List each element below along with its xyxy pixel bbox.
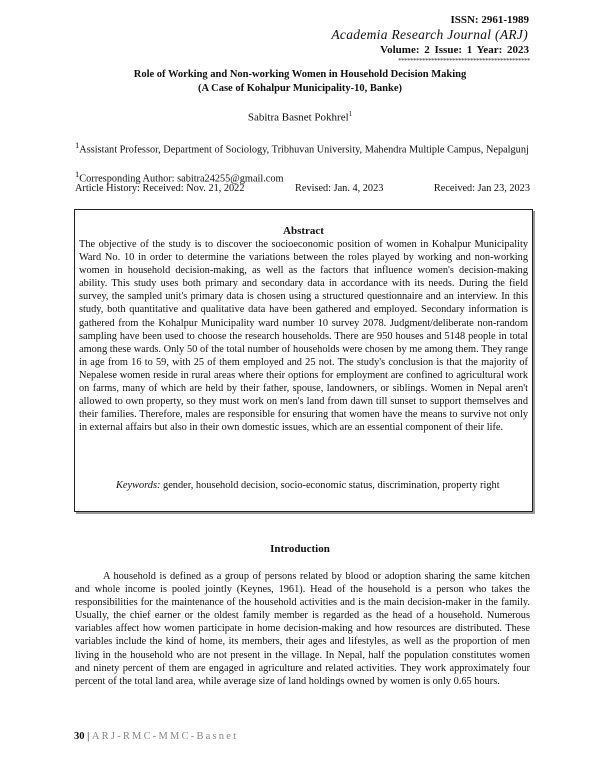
affiliation-1 <box>75 139 535 156</box>
footer-source: ARJ-RMC-MMC-Basnet <box>91 731 239 742</box>
page-footer <box>74 731 238 742</box>
paper-title-line2: (A Case of Kohalpur Municipality-10, Banke) <box>198 83 402 94</box>
footer-separator: | <box>84 731 92 742</box>
history-received: Article History: Received: Nov. 21, 2022 <box>75 183 245 194</box>
issn-label: ISSN: 2961-1989 <box>450 14 529 26</box>
history-accepted: Received: Jan 23, 2023 <box>433 183 530 194</box>
corresponding-author-text: Corresponding Author: sabitra24255@gmail.com <box>79 173 284 185</box>
author-sup: 1 <box>348 110 353 118</box>
article-history <box>75 183 530 194</box>
volume-issue-year: Volume: 2 Issue: 1 Year: 2023 <box>380 44 529 56</box>
keywords-text: gender, household decision, socio-economic status, discrimination, property right <box>160 480 500 491</box>
author-name <box>0 110 600 124</box>
page-number: 30 <box>74 731 85 742</box>
introduction-heading: Introduction <box>270 543 330 555</box>
journal-name: Academia Research Journal (ARJ) <box>331 27 528 42</box>
affiliation-1-text: Assistant Professor, Department of Sociology, Tribhuvan University, Mahendra Multiple Campus, Nepalgunj <box>79 144 529 156</box>
keywords-label: Keywords: <box>116 480 161 491</box>
author-name-text: Sabitra Basnet Pokhrel <box>247 111 349 124</box>
corresponding-author-sup: 1 <box>75 169 80 179</box>
abstract-heading: Abstract <box>283 225 324 237</box>
paper-title-line1: Role of Working and Non-working Women in Household Decision Making <box>133 69 467 80</box>
history-revised: Revised: Jan. 4, 2023 <box>295 183 384 194</box>
introduction-text: A household is defined as a group of persons related by blood or adoption sharing the same kitchen and whole income is pooled jointly (Keynes, 1961). Head of the household is a person who takes the responsibilities for the maintenance of the household activities and is the main decision-maker in the family. Usually, the chief earner or the oldest family member is regarded as the head of a household. Numerous variables affect how women participate in home decision-making and how resources are distributed. These variables include the kind of home, its members, their ages and lifestyles, as well as the proportion of men living in the household who are not present in the village. In Nepal, half the population constitutes women and ninety percent of them are engaged in agriculture and related activities. They work approximately four percent of the total land area, while average size of land holdings owned by women is only 0.65 hours. <box>75 571 530 687</box>
abstract-text: The objective of the study is to discover the socioeconomic position of women in Kohalpur Municipality Ward No. 10 in order to determine the variations between the roles played by working and non-working women in household decision-making, as well as the factors that influence women's decision-making ability. This study uses both primary and secondary data in accordance with its needs. During the field survey, the sampled unit's primary data is chosen using a structured questionnaire and an interview. In this study, both quantitative and qualitative data have been gathered and employed. Secondary information is gathered from the Kohalpur Municipality ward number 10 survey 2078. Judgment/deliberate non-random sampling have been used to choose the research households. There are 950 houses and 5148 people in total among these wards. Only 50 of the total number of households were chosen by me among them. They range in age from 16 to 59, with 25 of them employed and 25 not. The study's conclusion is that the majority of Nepalese women reside in rural areas where their options for employment are confined to agricultural work on farms, many of which are held by their father, spouse, landowners, or siblings. Women in Nepal aren't allowed to own property, so they must work on men's land from dawn till sunset to support themselves and their families. Therefore, males are responsible for ensuring that women have the means to survive not only in external affairs but also in their own domestic issues, which are an essential component of their life. <box>79 239 528 434</box>
affiliation-1-sup: 1 <box>75 140 80 150</box>
keywords <box>79 479 528 492</box>
header-divider: ******************************************** <box>398 57 530 65</box>
